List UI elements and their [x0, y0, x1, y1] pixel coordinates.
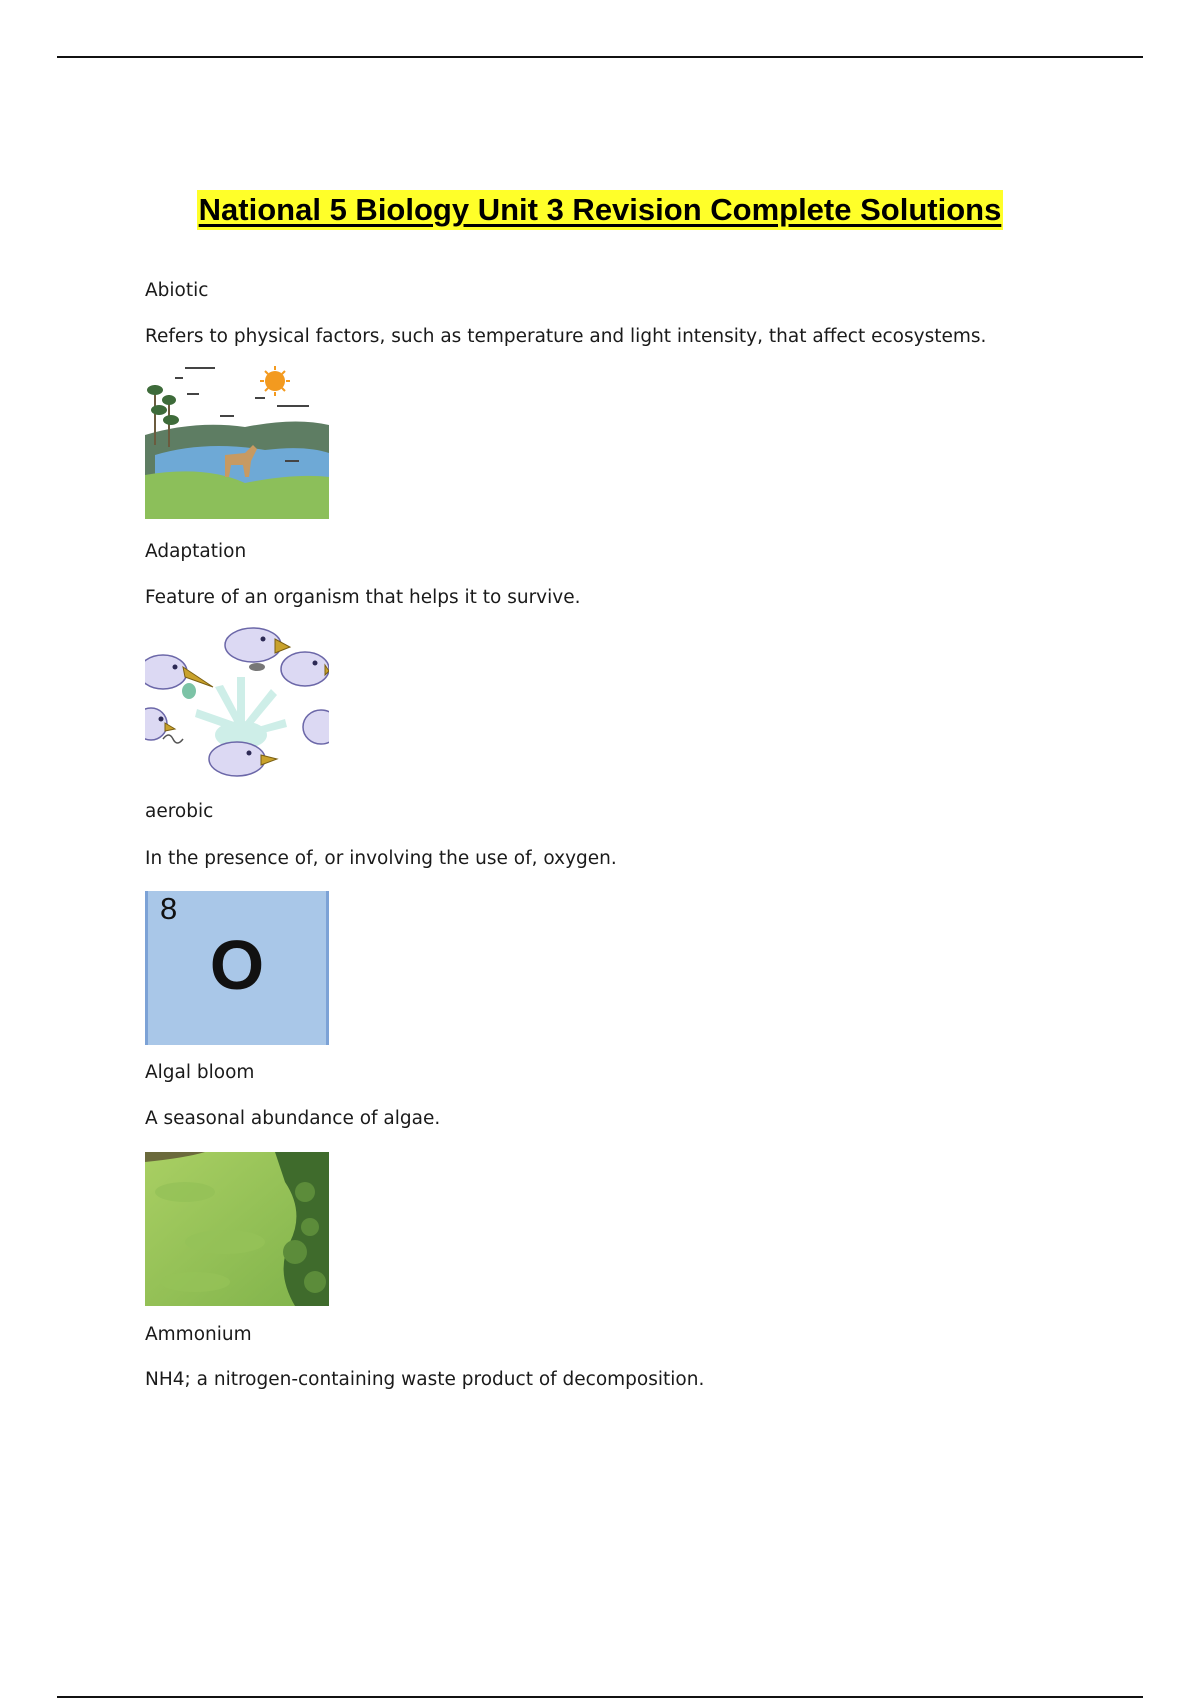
page-bottom-rule: [57, 1696, 1143, 1698]
term-adaptation: Adaptation: [145, 541, 247, 562]
term-aerobic: aerobic: [145, 801, 214, 822]
abiotic-factors-image: [145, 365, 329, 519]
definition-aerobic: In the presence of, or involving the use of, oxygen.: [145, 848, 617, 869]
term-ammonium: Ammonium: [145, 1324, 252, 1345]
term-algal-bloom: Algal bloom: [145, 1062, 255, 1083]
document-title: National 5 Biology Unit 3 Revision Complete Solutions: [197, 190, 1004, 230]
oxygen-atomic-number: 8: [160, 891, 178, 926]
oxygen-element-tile: [145, 891, 329, 1045]
definition-abiotic: Refers to physical factors, such as temperature and light intensity, that affect ecosystems.: [145, 326, 987, 347]
title-container: [0, 190, 1200, 230]
term-abiotic: Abiotic: [145, 280, 209, 301]
adaptation-beaks-image: [145, 627, 329, 781]
definition-adaptation: Feature of an organism that helps it to survive.: [145, 587, 581, 608]
definition-algal-bloom: A seasonal abundance of algae.: [145, 1108, 441, 1129]
oxygen-symbol: O: [209, 926, 265, 1004]
definition-ammonium: NH4; a nitrogen-containing waste product of decomposition.: [145, 1369, 705, 1390]
algal-bloom-image: [145, 1152, 329, 1306]
page-top-rule: [57, 56, 1143, 58]
